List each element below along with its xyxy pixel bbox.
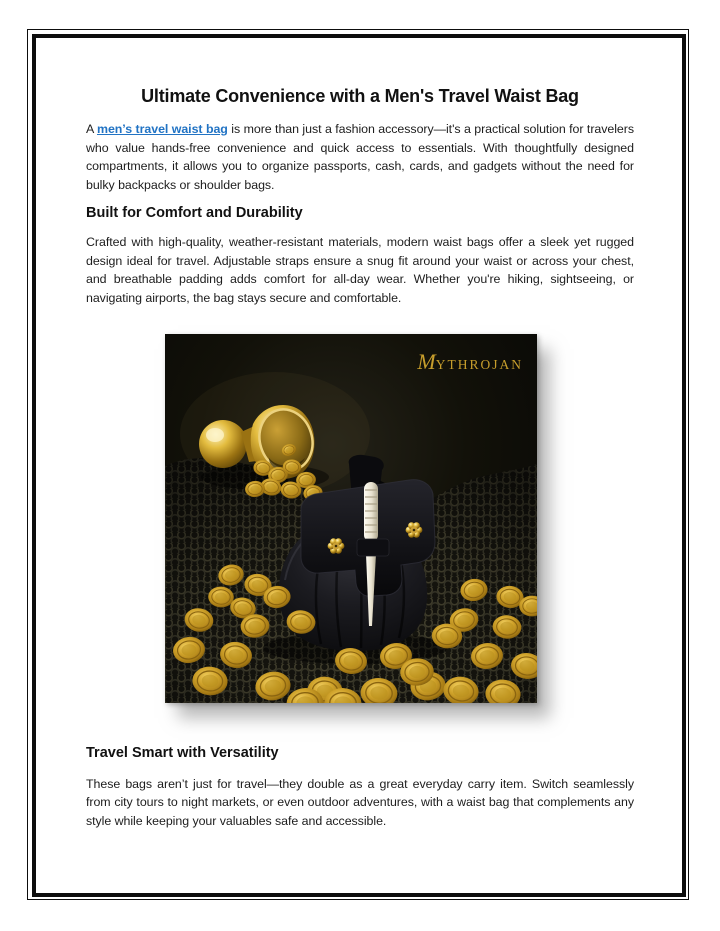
page-title: Ultimate Convenience with a Men's Travel Waist Bag <box>141 86 579 106</box>
versatility-paragraph: These bags aren’t just for travel—they double as a great everyday carry item. Switch seamlessly from city tours to night markets, or even outdoor adventures, with a waist bag that complements any style while keeping your valuables safe and accessible. <box>86 776 634 829</box>
heading-versatility: Travel Smart with Versatility <box>86 744 279 761</box>
document-content <box>86 86 634 831</box>
intro-rest: is more than just a fashion accessory—it's a practical solution for travelers who value hands-free convenience and quick access to essentials. With thoughtfully designed compartments, it allows you to organize passports, cash, cards, and gadgets without the need for bulky backpacks or shoulder bags. <box>86 122 634 193</box>
toggle-band <box>357 539 389 556</box>
heading-comfort: Built for Comfort and Durability <box>86 204 303 221</box>
intro-paragraph <box>86 120 634 195</box>
brand-rest: YTHROJAN <box>435 356 523 372</box>
product-photo-canvas <box>165 334 537 703</box>
product-photo <box>165 334 537 703</box>
brand-initial: M <box>417 348 436 374</box>
intro-prefix: A <box>86 122 97 136</box>
comfort-paragraph: Crafted with high-quality, weather-resistant materials, modern waist bags offer a sleek yet rugged design ideal for travel. Adjustable straps ensure a snug fit around your waist or across your chest, and breathable padding adds comfort for all-day wear. Whether you're hiking, sightseeing, or navigating airports, the bag stays secure and comfortable. <box>86 234 634 305</box>
waist-bag-link[interactable]: men’s travel waist bag <box>96 122 228 136</box>
